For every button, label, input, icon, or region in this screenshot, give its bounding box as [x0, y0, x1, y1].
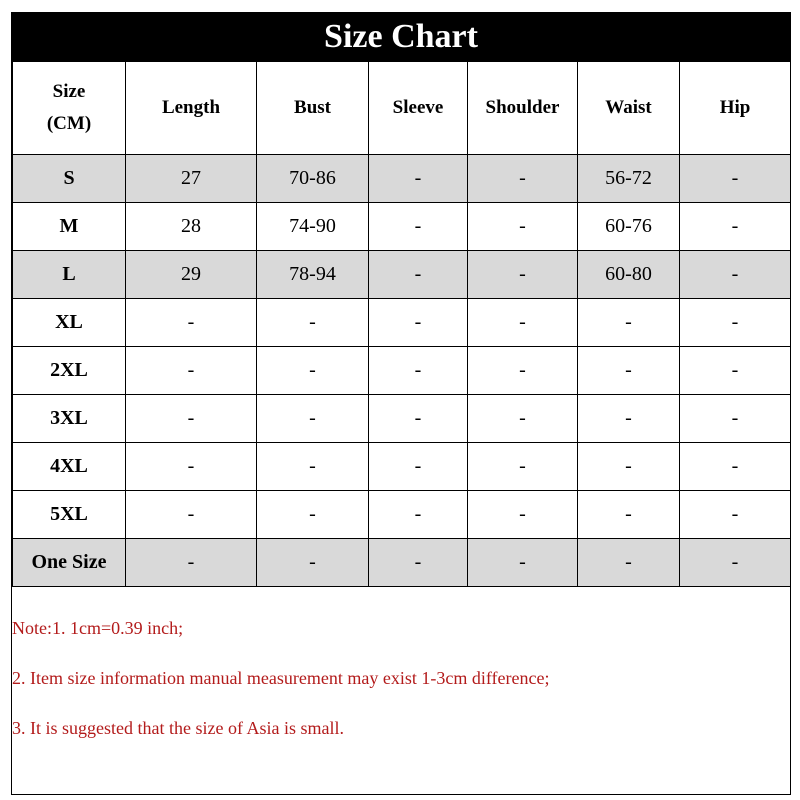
size-cell: 2XL: [13, 347, 126, 395]
table-row: [13, 539, 791, 587]
value-cell: -: [680, 251, 791, 299]
value-cell: -: [369, 395, 468, 443]
value-cell: -: [369, 155, 468, 203]
size-cell: 5XL: [13, 491, 126, 539]
value-cell: -: [578, 347, 680, 395]
value-cell: -: [257, 539, 369, 587]
value-cell: -: [680, 395, 791, 443]
value-cell: -: [369, 443, 468, 491]
size-cell: XL: [13, 299, 126, 347]
value-cell: -: [126, 395, 257, 443]
size-cell: One Size: [13, 539, 126, 587]
size-cell: 3XL: [13, 395, 126, 443]
table-body: [13, 155, 791, 587]
value-cell: 60-76: [578, 203, 680, 251]
value-cell: -: [126, 347, 257, 395]
table-row: [13, 395, 791, 443]
value-cell: -: [126, 299, 257, 347]
value-cell: -: [468, 443, 578, 491]
table-row: [13, 443, 791, 491]
value-cell: -: [126, 491, 257, 539]
value-cell: -: [257, 395, 369, 443]
header-shoulder: Shoulder: [468, 62, 578, 155]
size-table: [12, 61, 791, 587]
value-cell: -: [578, 299, 680, 347]
table-row: [13, 251, 791, 299]
value-cell: -: [126, 539, 257, 587]
value-cell: -: [680, 203, 791, 251]
value-cell: -: [578, 491, 680, 539]
value-cell: 27: [126, 155, 257, 203]
value-cell: 78-94: [257, 251, 369, 299]
value-cell: -: [468, 155, 578, 203]
table-row: [13, 491, 791, 539]
value-cell: -: [468, 251, 578, 299]
header-row: [13, 62, 791, 155]
value-cell: -: [680, 347, 791, 395]
value-cell: -: [369, 347, 468, 395]
table-row: [13, 299, 791, 347]
value-cell: -: [578, 539, 680, 587]
value-cell: -: [369, 203, 468, 251]
note-3: 3. It is suggested that the size of Asia is small.: [12, 718, 344, 738]
value-cell: -: [126, 443, 257, 491]
value-cell: -: [680, 155, 791, 203]
value-cell: 56-72: [578, 155, 680, 203]
table-row: [13, 155, 791, 203]
size-cell: 4XL: [13, 443, 126, 491]
value-cell: 74-90: [257, 203, 369, 251]
value-cell: 70-86: [257, 155, 369, 203]
value-cell: 28: [126, 203, 257, 251]
note-2: 2. Item size information manual measurement may exist 1-3cm difference;: [12, 668, 550, 688]
value-cell: -: [468, 395, 578, 443]
value-cell: -: [680, 539, 791, 587]
value-cell: -: [257, 299, 369, 347]
table-row: [13, 203, 791, 251]
value-cell: -: [468, 347, 578, 395]
size-cell: L: [13, 251, 126, 299]
value-cell: 60-80: [578, 251, 680, 299]
value-cell: -: [468, 299, 578, 347]
header-size-unit: (CM): [46, 113, 92, 134]
size-cell: S: [13, 155, 126, 203]
value-cell: -: [369, 251, 468, 299]
header-waist: Waist: [578, 62, 680, 155]
table-row: [13, 347, 791, 395]
value-cell: -: [369, 299, 468, 347]
header-bust: Bust: [257, 62, 369, 155]
header-sleeve: Sleeve: [369, 62, 468, 155]
header-hip: Hip: [680, 62, 791, 155]
value-cell: 29: [126, 251, 257, 299]
note-1: Note:1. 1cm=0.39 inch;: [12, 618, 184, 638]
value-cell: -: [468, 491, 578, 539]
value-cell: -: [578, 443, 680, 491]
value-cell: -: [680, 299, 791, 347]
value-cell: -: [369, 539, 468, 587]
size-cell: M: [13, 203, 126, 251]
value-cell: -: [257, 491, 369, 539]
header-length: Length: [126, 62, 257, 155]
chart-title: Size Chart: [12, 13, 790, 61]
value-cell: -: [468, 203, 578, 251]
value-cell: -: [680, 491, 791, 539]
value-cell: -: [369, 491, 468, 539]
header-size: [13, 62, 126, 155]
value-cell: -: [468, 539, 578, 587]
value-cell: -: [257, 443, 369, 491]
size-chart: [11, 12, 791, 795]
value-cell: -: [257, 347, 369, 395]
header-size-label: Size: [52, 81, 86, 102]
value-cell: -: [680, 443, 791, 491]
value-cell: -: [578, 395, 680, 443]
